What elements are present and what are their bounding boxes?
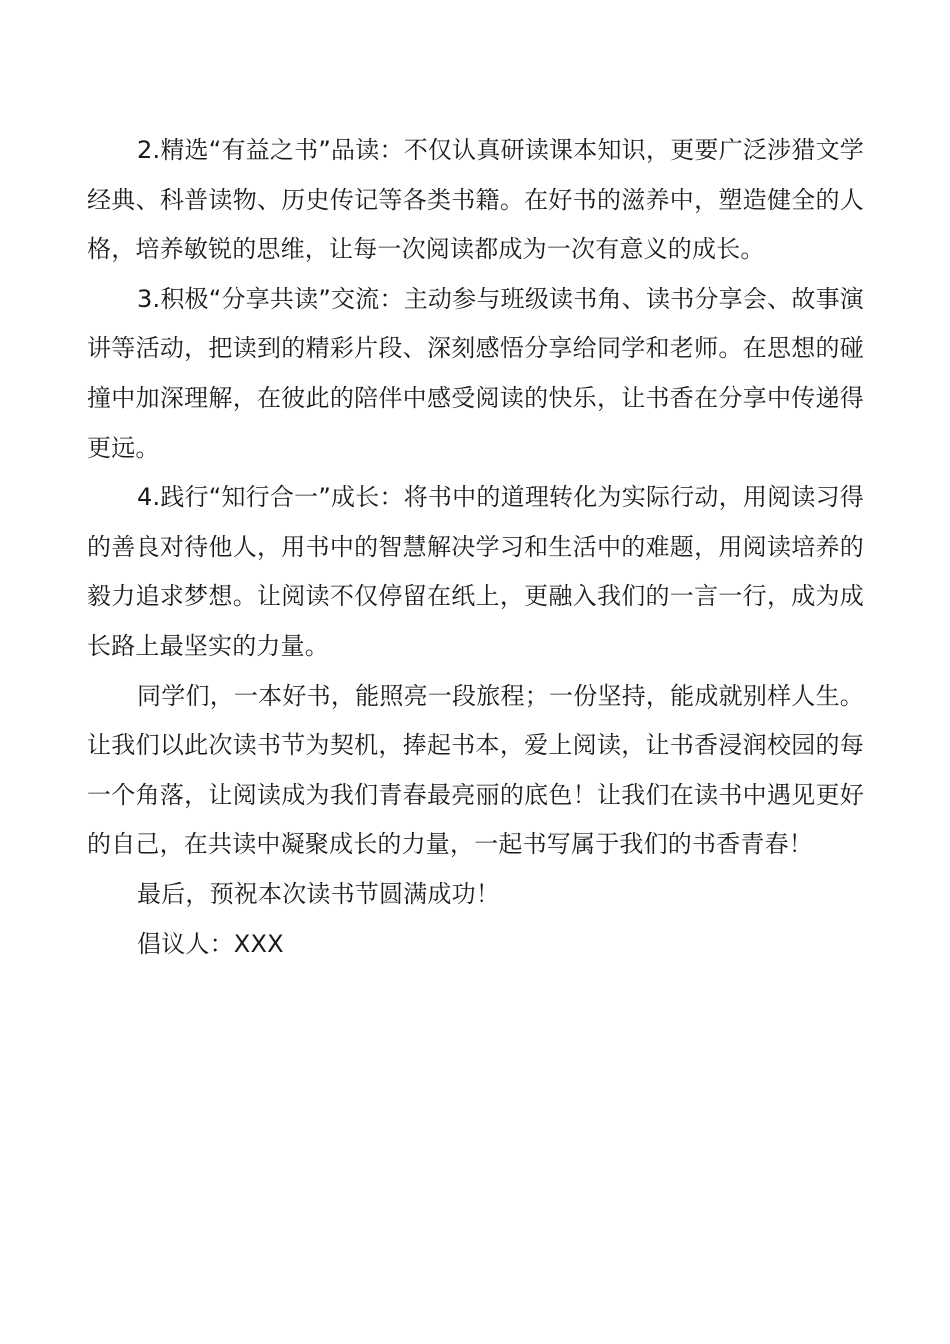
paragraph-signature: 倡议人：XXX bbox=[137, 929, 284, 958]
paragraph-share-reading: 3.积极“分享共读”交流：主动参与班级读书角、读书分享会、故事演讲等活动，把读到的精彩片段、深刻感悟分享给同学和老师。在思想的碰撞中加深理解，在彼此的陪伴中感受阅读的快乐，让书香在分享中传递得更远。 bbox=[87, 284, 864, 462]
document-body bbox=[87, 126, 864, 969]
paragraph-closing-wish: 最后，预祝本次读书节圆满成功！ bbox=[137, 879, 500, 908]
paragraph-practice-knowledge: 4.践行“知行合一”成长：将书中的道理转化为实际行动，用阅读习得的善良对待他人，用书中的智慧解决学习和生活中的难题，用阅读培养的毅力追求梦想。让阅读不仅停留在纸上，更融入我们的一言一行，成为成长路上最坚实的力量。 bbox=[87, 483, 864, 660]
paragraph-select-books: 2.精选“有益之书”品读：不仅认真研读课本知识，更要广泛涉猎文学经典、科普读物、历史传记等各类书籍。在好书的滋养中，塑造健全的人格，培养敏锐的思维，让每一次阅读都成为一次有意义的成长。 bbox=[87, 136, 864, 264]
paragraph-call-to-students: 同学们，一本好书，能照亮一段旅程；一份坚持，能成就别样人生。让我们以此次读书节为契机，捧起书本，爱上阅读，让书香浸润校园的每一个角落，让阅读成为我们青春最亮丽的底色！让我们在读书中遇见更好的自己，在共读中凝聚成长的力量，一起书写属于我们的书香青春！ bbox=[87, 681, 864, 859]
